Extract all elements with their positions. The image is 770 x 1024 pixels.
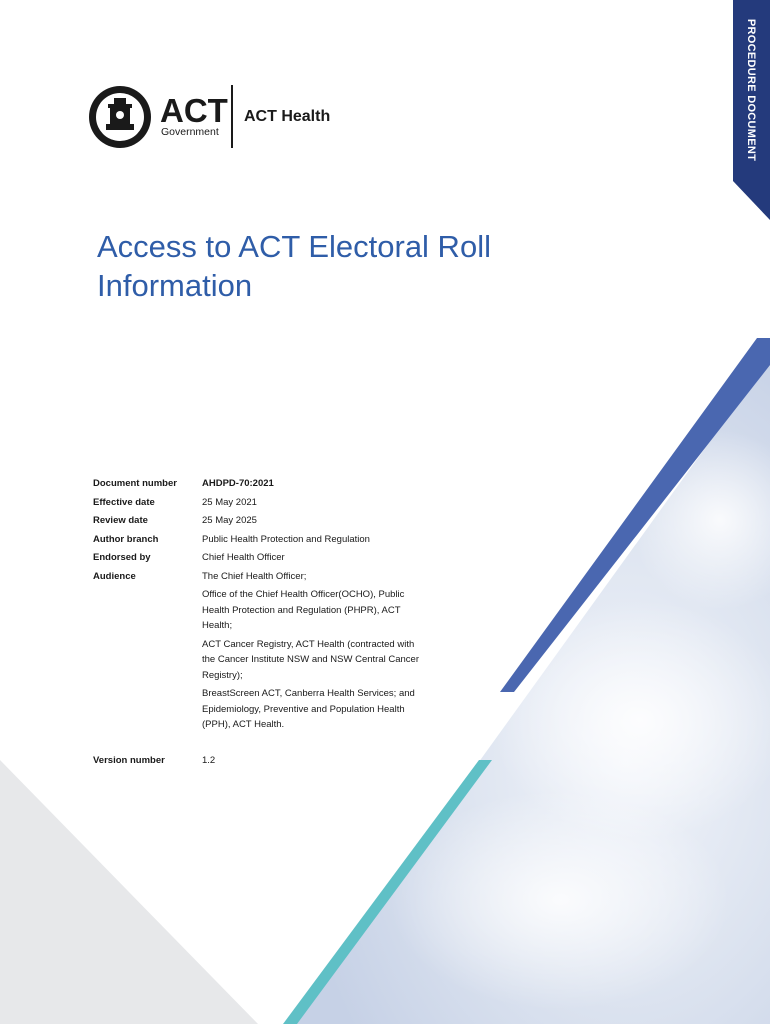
detail-row-effective-date: [93, 495, 493, 514]
audience-line: (PPH), ACT Health.: [202, 719, 285, 730]
audience-line: ACT Cancer Registry, ACT Health (contracted with: [202, 638, 415, 650]
audience-group: [202, 587, 493, 634]
detail-label: Version number: [93, 754, 165, 766]
detail-value: AHDPD-70:2021: [202, 478, 274, 489]
logo-health-text: ACT Health: [244, 108, 331, 125]
logo-act-text: ACT: [160, 92, 228, 129]
detail-label: Document number: [93, 478, 177, 489]
detail-row-document-number: [93, 476, 493, 495]
audience-group: [202, 569, 493, 585]
audience-line: The Chief Health Officer;: [202, 570, 307, 582]
detail-row-review-date: [93, 513, 493, 532]
logo-government-text: Government: [161, 126, 219, 138]
detail-value: 1.2: [202, 754, 216, 766]
title-line: Information: [97, 268, 253, 303]
audience-line: Health Protection and Regulation (PHPR), ACT: [202, 604, 401, 616]
audience-group: [202, 637, 493, 684]
procedure-label: PROCEDURE DOCUMENT: [745, 18, 758, 162]
audience-group: [202, 686, 493, 733]
detail-row-author-branch: [93, 532, 493, 551]
audience-line: Registry);: [202, 669, 243, 681]
document-details: [93, 476, 493, 771]
detail-row-version-number: [93, 753, 493, 772]
audience-line: Office of the Chief Health Officer(OCHO), Public: [202, 589, 405, 600]
logo-divider: [231, 85, 233, 148]
audience-line: Health;: [202, 620, 233, 631]
detail-value: Public Health Protection and Regulation: [202, 533, 370, 545]
detail-row-audience: [93, 569, 493, 739]
detail-label: Effective date: [93, 496, 155, 508]
detail-label: Review date: [93, 515, 148, 526]
detail-label: Audience: [93, 570, 136, 582]
procedure-label-wrap: [733, 0, 770, 180]
audience-line: BreastScreen ACT, Canberra Health Services; and: [202, 688, 415, 699]
grey-triangle: [0, 760, 258, 1024]
detail-value: 25 May 2025: [202, 515, 257, 526]
detail-spacer: [93, 739, 493, 753]
detail-label: Author branch: [93, 533, 159, 545]
detail-label: Endorsed by: [93, 552, 151, 563]
detail-value: Chief Health Officer: [202, 552, 285, 563]
detail-row-endorsed-by: [93, 550, 493, 569]
document-title: [97, 227, 491, 305]
title-line: Access to ACT Electoral Roll: [97, 229, 491, 264]
audience-line: the Cancer Institute NSW and NSW Central Cancer: [202, 654, 420, 665]
detail-value: 25 May 2021: [202, 496, 257, 508]
audience-list: [202, 569, 493, 739]
audience-line: Epidemiology, Preventive and Population Health: [202, 703, 405, 715]
act-health-logo: [86, 84, 356, 154]
